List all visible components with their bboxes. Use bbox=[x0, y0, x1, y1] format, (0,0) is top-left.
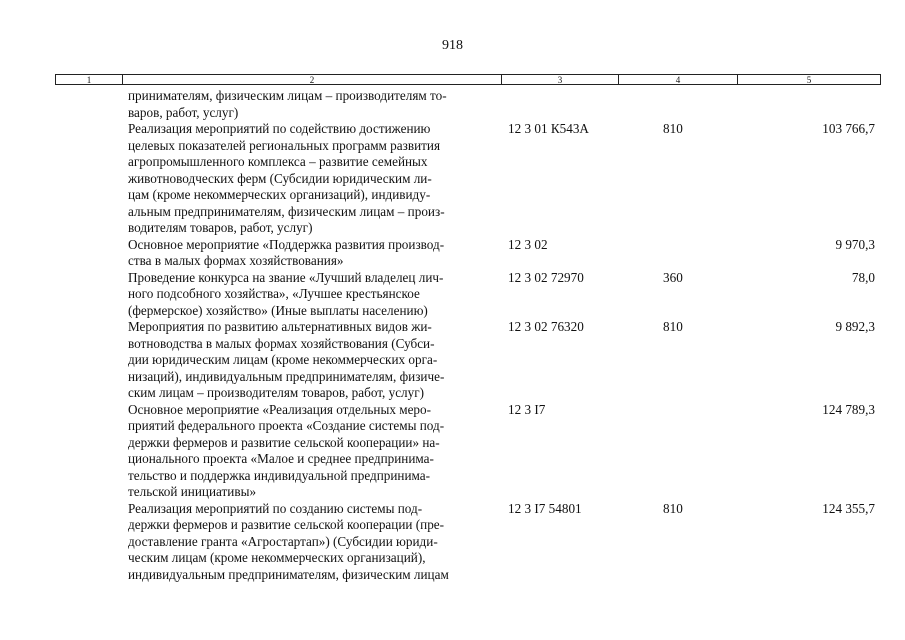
table-body bbox=[0, 88, 905, 583]
table-row bbox=[0, 319, 905, 402]
row-description: принимателям, физическим лицам – производителям то- варов, работ, услуг) bbox=[128, 88, 447, 120]
row-type: 810 bbox=[663, 500, 683, 516]
table-row bbox=[0, 501, 905, 584]
table-row bbox=[0, 402, 905, 501]
table-row bbox=[0, 237, 905, 270]
row-description: Проведение конкурса на звание «Лучший владелец лич- ного подсобного хозяйства», «Лучшее крестьянское (фермерское) хозяйство» (Иные выплаты населению) bbox=[128, 269, 444, 318]
row-amount: 9 970,3 bbox=[835, 236, 875, 252]
row-code: 12 3 02 76320 bbox=[508, 319, 584, 334]
row-amount: 78,0 bbox=[851, 269, 875, 285]
row-amount: 9 892,3 bbox=[835, 319, 875, 334]
header-col-5: 5 bbox=[806, 75, 812, 85]
row-description: Реализация мероприятий по содействию достижению целевых показателей региональных программ развития агропромышленного комплекса – развитие семейных животноводческих ферм (Субсидии юридическим ли- цам (кроме некоммерческих организаций), индивиду- альным предпринимателям, физическим лицам – произ- водителям товаров, работ, услуг) bbox=[128, 121, 445, 235]
row-type: 360 bbox=[663, 269, 683, 285]
row-description: Основное мероприятие «Реализация отдельных меро- приятий федерального проекта «Создание системы под- держки фермеров и развитие сельской кооперации» на- ционального проекта «Малое и среднее предпринима- тельство и поддержка индивидуальной предпринима- тельской инициативы» bbox=[128, 401, 445, 499]
row-amount: 124 355,7 bbox=[822, 500, 875, 516]
table-row bbox=[0, 270, 905, 320]
row-code: 12 3 I7 54801 bbox=[508, 500, 582, 516]
row-amount: 124 789,3 bbox=[822, 401, 875, 417]
row-code: 12 3 01 К543А bbox=[508, 121, 589, 136]
header-col-1: 1 bbox=[56, 75, 123, 84]
row-type: 810 bbox=[663, 319, 683, 334]
row-amount: 103 766,7 bbox=[822, 121, 875, 136]
row-description: Мероприятия по развитию альтернативных видов жи- вотноводства в малых формах хозяйствования (Субси- дии юридическим лицам (кроме некоммерческих орга- низаций), индивидуальным предпринимателям, физиче- ским лицам – производителям товаров, работ, услуг) bbox=[128, 319, 445, 400]
header-col-4: 4 bbox=[619, 75, 738, 84]
row-code: 12 3 02 bbox=[508, 236, 548, 252]
row-description: Реализация мероприятий по созданию системы под- держки фермеров и развитие сельской кооперации (пре- доставление гранта «Агростартап») (Субсидии юриди- ческим лицам (кроме некоммерческих организаций), индивидуальным предпринимателям, физическим лицам bbox=[128, 500, 449, 582]
table-header bbox=[55, 74, 881, 85]
header-col-2: 2 bbox=[123, 75, 502, 84]
table-row bbox=[0, 121, 905, 237]
row-code: 12 3 02 72970 bbox=[508, 269, 584, 285]
row-code: 12 3 I7 bbox=[508, 401, 546, 417]
page-number: 918 bbox=[442, 38, 463, 53]
row-type: 810 bbox=[663, 121, 683, 136]
header-col-3: 3 bbox=[502, 75, 619, 84]
table-row bbox=[0, 88, 905, 121]
row-description: Основное мероприятие «Поддержка развития производ- ства в малых формах хозяйствования» bbox=[128, 236, 445, 268]
